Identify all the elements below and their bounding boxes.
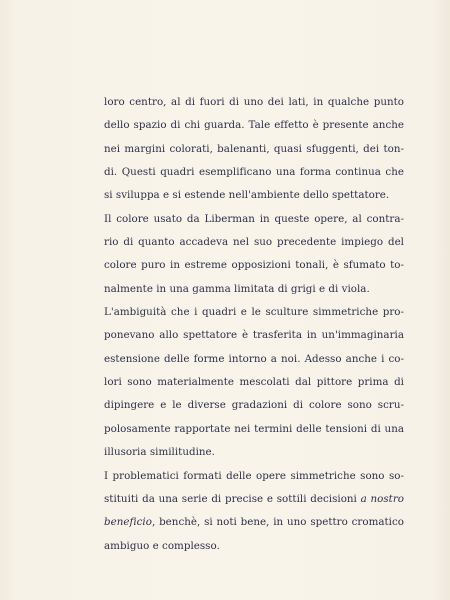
- text-line: [104, 441, 404, 464]
- text-line: [104, 278, 404, 301]
- text-line: [104, 138, 404, 161]
- text-run: estensione delle forme intorno a noi. Adesso anche i co-: [104, 352, 404, 365]
- text-run: dello spazio di chi guarda. Tale effetto è presente anche: [104, 119, 404, 132]
- text-run: ambiguo e complesso.: [104, 539, 220, 552]
- text-run: nei margini colorati, balenanti, quasi sfuggenti, dei ton-: [104, 142, 404, 155]
- text-line: [104, 231, 404, 254]
- text-line: [104, 348, 404, 371]
- text-line: [104, 161, 404, 184]
- text-line: [104, 184, 404, 207]
- text-run: Il colore usato da Liberman in queste opere, al contra-: [104, 212, 404, 225]
- text-run: illusoria similitudine.: [104, 446, 215, 459]
- text-line: [104, 371, 404, 394]
- text-run: , benchè, si noti bene, in uno spettro cromatico: [151, 516, 404, 529]
- text-run: nalmente in una gamma limitata di grigi e di viola.: [104, 282, 370, 295]
- text-line: [104, 535, 404, 558]
- text-line: [104, 488, 404, 511]
- text-line: [104, 114, 404, 137]
- text-run: loro centro, al di fuori di uno dei lati, in qualche punto: [104, 96, 404, 108]
- text-line: [104, 254, 404, 277]
- text-line: [104, 394, 404, 417]
- text-run: L'ambiguità che i quadri e le sculture simmetriche pro-: [104, 306, 404, 319]
- text-run: ponevano allo spettatore è trasferita in un'immaginaria: [104, 329, 404, 342]
- body-text: [104, 91, 404, 558]
- text-line: [104, 511, 404, 534]
- text-run: si sviluppa e si estende nell'ambiente dello spettatore.: [104, 189, 390, 202]
- italic-text: beneficio: [104, 516, 152, 529]
- italic-text: a nostro: [360, 492, 404, 505]
- text-line: [104, 91, 404, 114]
- text-run: di. Questi quadri esemplificano una forma continua che: [104, 166, 404, 179]
- text-run: I problematici formati delle opere simmetriche sono so-: [104, 469, 404, 482]
- text-line: [104, 324, 404, 347]
- text-run: stituiti da una serie di precise e sottili decisioni: [104, 492, 361, 505]
- text-run: polosamente rapportate nei termini delle tensioni di una: [104, 422, 404, 435]
- text-line: [104, 465, 404, 488]
- text-run: lori sono materialmente mescolati dal pittore prima di: [104, 376, 404, 389]
- text-line: [104, 208, 404, 231]
- text-run: dipingere e le diverse gradazioni di colore sono scru-: [104, 399, 404, 412]
- text-line: [104, 418, 404, 441]
- text-line: [104, 301, 404, 324]
- text-run: colore puro in estreme opposizioni tonali, è sfumato to-: [104, 259, 404, 272]
- text-run: rio di quanto accadeva nel suo precedente impiego del: [104, 236, 404, 249]
